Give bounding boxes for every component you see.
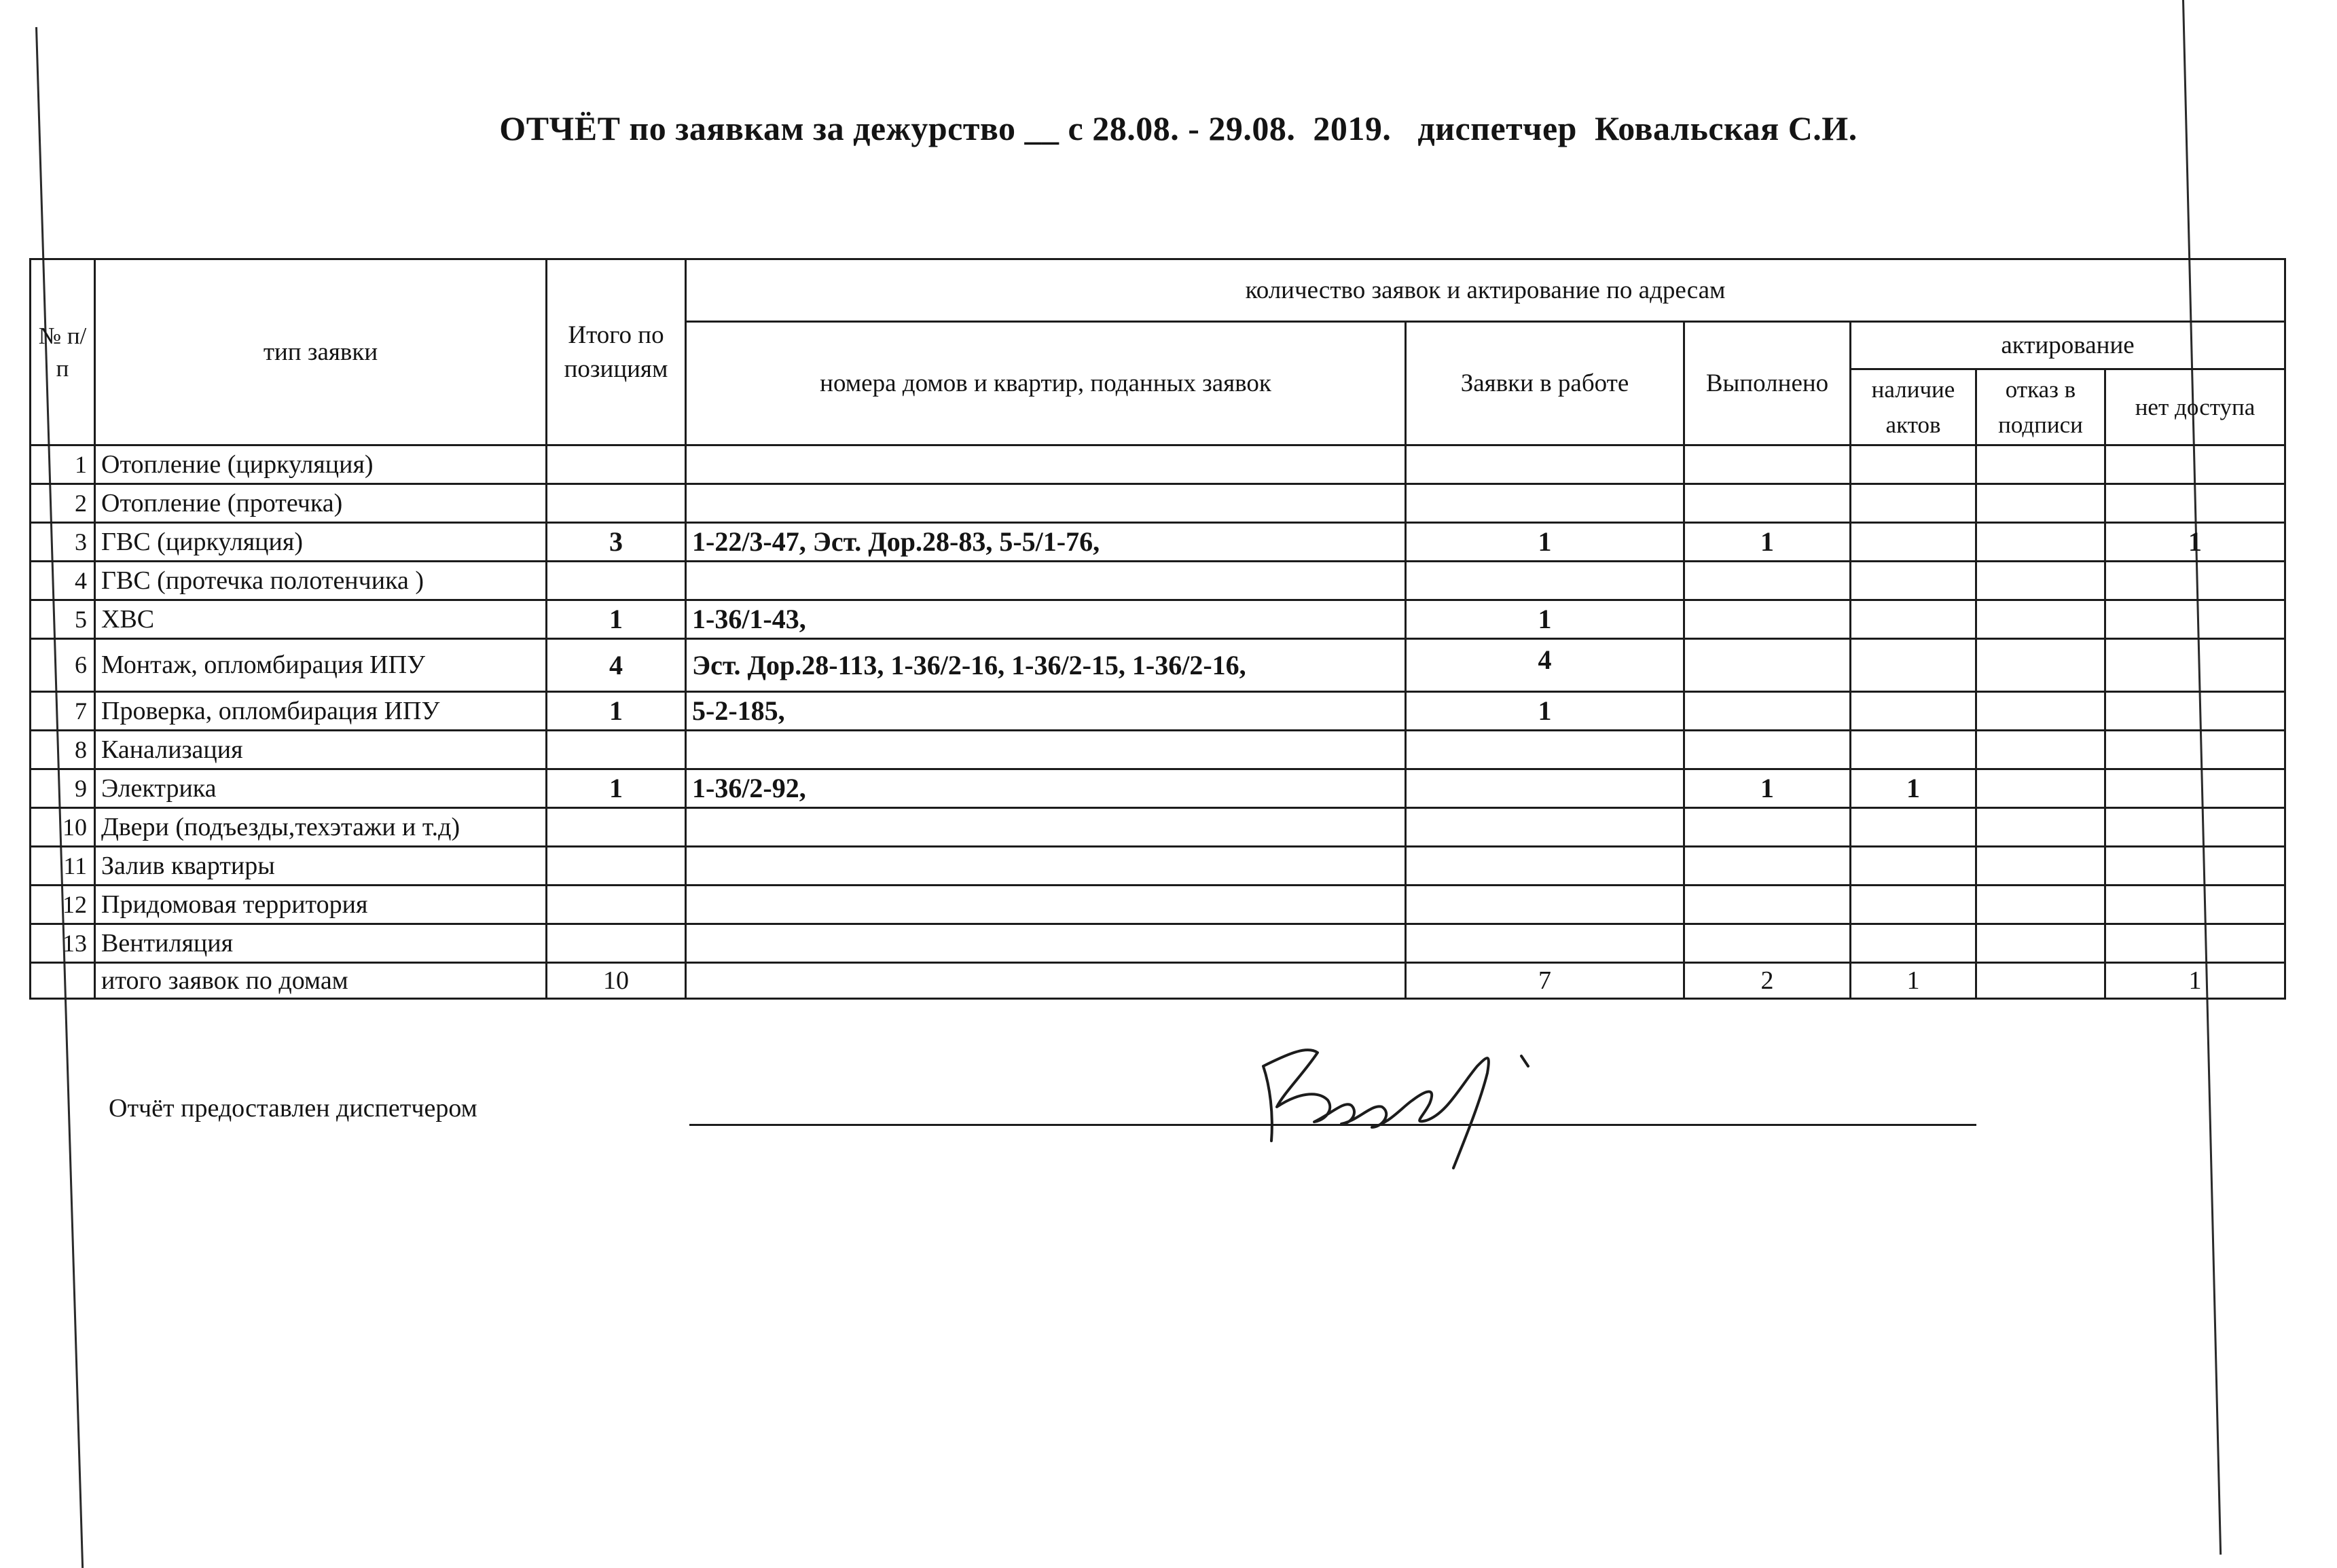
row-no-access — [2105, 692, 2285, 731]
row-no-access: 1 — [2105, 523, 2285, 562]
row-done — [1684, 847, 1851, 886]
row-in-progress — [1406, 886, 1684, 924]
row-acts — [1851, 523, 1976, 562]
row-done: 1 — [1684, 769, 1851, 808]
row-in-progress — [1406, 808, 1684, 847]
row-type: ХВС — [95, 600, 547, 639]
row-no-access — [2105, 484, 2285, 523]
table-row — [31, 639, 2285, 692]
row-no-access — [2105, 847, 2285, 886]
row-addresses: Эст. Дор.28-113, 1-36/2-16, 1-36/2-15, 1-36/2-16, — [686, 639, 1406, 692]
row-done — [1684, 808, 1851, 847]
row-total: 1 — [547, 769, 686, 808]
row-type: Придомовая территория — [95, 886, 547, 924]
row-total — [547, 924, 686, 963]
row-addresses — [686, 445, 1406, 484]
row-done — [1684, 924, 1851, 963]
row-total: 3 — [547, 523, 686, 562]
totals-addresses — [686, 963, 1406, 999]
row-in-progress — [1406, 562, 1684, 600]
row-type: ГВС (циркуляция) — [95, 523, 547, 562]
totals-total: 10 — [547, 963, 686, 999]
row-total — [547, 847, 686, 886]
row-total — [547, 886, 686, 924]
row-total — [547, 484, 686, 523]
totals-number — [31, 963, 95, 999]
row-in-progress — [1406, 924, 1684, 963]
row-refused — [1976, 808, 2105, 847]
table-row — [31, 445, 2285, 484]
row-no-access — [2105, 769, 2285, 808]
row-refused — [1976, 769, 2105, 808]
row-acts — [1851, 886, 1976, 924]
row-addresses: 5-2-185, — [686, 692, 1406, 731]
row-in-progress: 4 — [1406, 639, 1684, 692]
row-refused — [1976, 731, 2105, 769]
row-acts — [1851, 808, 1976, 847]
report-table — [29, 258, 2286, 1000]
row-in-progress — [1406, 769, 1684, 808]
table-row — [31, 600, 2285, 639]
table-row — [31, 924, 2285, 963]
row-done — [1684, 639, 1851, 692]
row-addresses — [686, 924, 1406, 963]
row-done — [1684, 562, 1851, 600]
row-no-access — [2105, 808, 2285, 847]
page-title: ОТЧЁТ по заявкам за дежурство __ с 28.08. - 29.08. 2019. диспетчер Ковальская С.И. — [499, 109, 1858, 147]
row-acts — [1851, 692, 1976, 731]
row-total — [547, 808, 686, 847]
row-total: 1 — [547, 600, 686, 639]
row-total — [547, 445, 686, 484]
row-acts: 1 — [1851, 769, 1976, 808]
row-type: Двери (подъезды,техэтажи и т.д) — [95, 808, 547, 847]
row-refused — [1976, 445, 2105, 484]
row-number: 11 — [31, 847, 95, 886]
row-in-progress — [1406, 847, 1684, 886]
header-acting: актирование — [1851, 322, 2285, 369]
row-type: Отопление (циркуляция) — [95, 445, 547, 484]
row-no-access — [2105, 731, 2285, 769]
table-row — [31, 769, 2285, 808]
row-type: Проверка, опломбирация ИПУ — [95, 692, 547, 731]
row-refused — [1976, 484, 2105, 523]
row-no-access — [2105, 886, 2285, 924]
row-acts — [1851, 731, 1976, 769]
row-type: Залив квартиры — [95, 847, 547, 886]
header-type: тип заявки — [95, 259, 547, 445]
row-addresses — [686, 886, 1406, 924]
row-addresses: 1-36/2-92, — [686, 769, 1406, 808]
row-number: 2 — [31, 484, 95, 523]
row-done — [1684, 886, 1851, 924]
header-group: количество заявок и актирование по адресам — [686, 259, 2285, 322]
table-row — [31, 847, 2285, 886]
totals-in-progress: 7 — [1406, 963, 1684, 999]
row-refused — [1976, 523, 2105, 562]
row-number: 7 — [31, 692, 95, 731]
row-refused — [1976, 886, 2105, 924]
row-type: Электрика — [95, 769, 547, 808]
header-in-progress: Заявки в работе — [1406, 322, 1684, 445]
row-refused — [1976, 600, 2105, 639]
row-total — [547, 562, 686, 600]
row-acts — [1851, 562, 1976, 600]
row-addresses — [686, 731, 1406, 769]
row-number: 1 — [31, 445, 95, 484]
row-total: 1 — [547, 692, 686, 731]
totals-refused — [1976, 963, 2105, 999]
row-in-progress — [1406, 731, 1684, 769]
row-done: 1 — [1684, 523, 1851, 562]
row-addresses — [686, 847, 1406, 886]
row-in-progress: 1 — [1406, 600, 1684, 639]
row-addresses — [686, 808, 1406, 847]
row-number: 6 — [31, 639, 95, 692]
row-addresses — [686, 484, 1406, 523]
header-total-by-position: Итого по позициям — [547, 259, 686, 445]
row-number: 9 — [31, 769, 95, 808]
row-addresses: 1-22/3-47, Эст. Дор.28-83, 5-5/1-76, — [686, 523, 1406, 562]
row-total: 4 — [547, 639, 686, 692]
row-in-progress: 1 — [1406, 692, 1684, 731]
row-acts — [1851, 639, 1976, 692]
row-addresses: 1-36/1-43, — [686, 600, 1406, 639]
row-refused — [1976, 924, 2105, 963]
row-acts — [1851, 484, 1976, 523]
header-no-access: нет доступа — [2105, 369, 2285, 445]
row-type: Канализация — [95, 731, 547, 769]
table-row — [31, 731, 2285, 769]
row-no-access — [2105, 639, 2285, 692]
row-no-access — [2105, 562, 2285, 600]
row-done — [1684, 484, 1851, 523]
table-row — [31, 562, 2285, 600]
handwritten-signature — [1243, 1025, 1569, 1182]
row-acts — [1851, 600, 1976, 639]
totals-acts: 1 — [1851, 963, 1976, 999]
header-number: № п/п — [31, 259, 95, 445]
table-row — [31, 523, 2285, 562]
row-number: 4 — [31, 562, 95, 600]
row-done — [1684, 731, 1851, 769]
row-no-access — [2105, 600, 2285, 639]
row-refused — [1976, 692, 2105, 731]
row-refused — [1976, 847, 2105, 886]
header-addresses: номера домов и квартир, поданных заявок — [686, 322, 1406, 445]
totals-label: итого заявок по домам — [95, 963, 547, 999]
row-acts — [1851, 847, 1976, 886]
totals-done: 2 — [1684, 963, 1851, 999]
table-row — [31, 484, 2285, 523]
totals-no-access: 1 — [2105, 963, 2285, 999]
table-row — [31, 692, 2285, 731]
footer-label: Отчёт предоставлен диспетчером — [109, 1094, 477, 1123]
row-addresses — [686, 562, 1406, 600]
row-total — [547, 731, 686, 769]
row-type: Монтаж, опломбирация ИПУ — [95, 639, 547, 692]
row-type: ГВС (протечка полотенчика ) — [95, 562, 547, 600]
row-done — [1684, 600, 1851, 639]
row-in-progress — [1406, 484, 1684, 523]
row-refused — [1976, 562, 2105, 600]
row-type: Вентиляция — [95, 924, 547, 963]
header-acts-present: наличие актов — [1851, 369, 1976, 445]
row-type: Отопление (протечка) — [95, 484, 547, 523]
row-acts — [1851, 924, 1976, 963]
row-number: 13 — [31, 924, 95, 963]
row-number: 3 — [31, 523, 95, 562]
row-number: 12 — [31, 886, 95, 924]
header-refused-sign: отказ в подписи — [1976, 369, 2105, 445]
row-refused — [1976, 639, 2105, 692]
row-done — [1684, 692, 1851, 731]
header-done: Выполнено — [1684, 322, 1851, 445]
row-done — [1684, 445, 1851, 484]
row-no-access — [2105, 445, 2285, 484]
totals-row — [31, 963, 2285, 999]
row-in-progress — [1406, 445, 1684, 484]
table-row — [31, 808, 2285, 847]
row-number: 8 — [31, 731, 95, 769]
row-acts — [1851, 445, 1976, 484]
row-in-progress: 1 — [1406, 523, 1684, 562]
row-no-access — [2105, 924, 2285, 963]
row-number: 5 — [31, 600, 95, 639]
row-number: 10 — [31, 808, 95, 847]
table-row — [31, 886, 2285, 924]
